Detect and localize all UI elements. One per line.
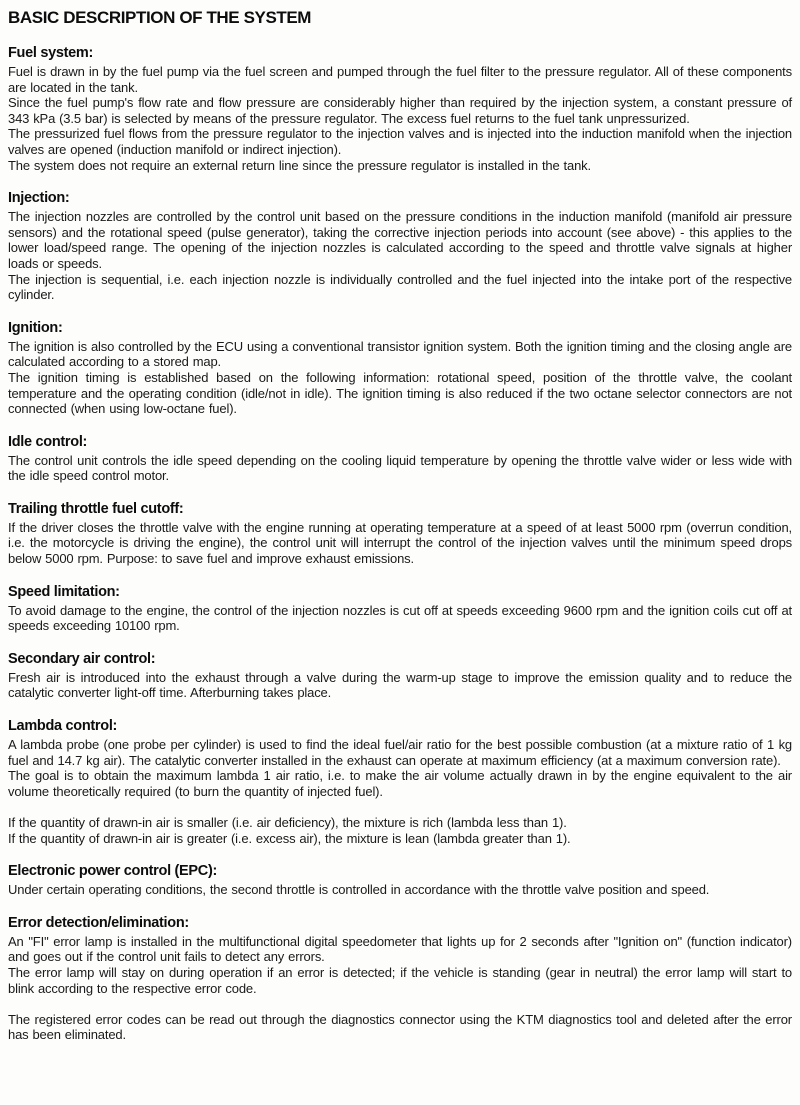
paragraph: The injection nozzles are controlled by the control unit based on the pressure conditions in the induction manifold (manifold air pressure sensors) and the rotational speed (pulse generator), taking the corrective injection periods into account (see above) - this applies to the lower load/speed range. The opening of the injection nozzles is calculated according to the speed and throttle valve signals at higher loads or speeds. (8, 209, 792, 271)
section-error-detection-elimination (8, 915, 792, 1043)
section-secondary-air-control (8, 651, 792, 701)
paragraph: The system does not require an external return line since the pressure regulator is installed in the tank. (8, 157, 591, 173)
section-heading: Secondary air control: (8, 650, 156, 667)
section-trailing-throttle-fuel-cutoff (8, 501, 792, 567)
paragraph: The ignition timing is established based on the following information: rotational speed, position of the throttle valve, the coolant temperature and the operating condition (idle/not in idle). The ignition timing is also reduced if the two octane selector connectors are not connected (when using low-octane fuel). (8, 369, 792, 417)
paragraph: To avoid damage to the engine, the control of the injection nozzles is cut off at speeds exceeding 9600 rpm and the ignition coils cut off at speeds exceeding 10100 rpm. (8, 602, 792, 634)
paragraph: If the driver closes the throttle valve with the engine running at operating temperature at a speed of at least 5000 rpm (overrun condition, i.e. the motorcycle is driving the engine), the control unit will interrupt the control of the injection valves until the minimum speed drops below 5000 rpm. Purpose: to save fuel and improve exhaust emissions. (8, 519, 792, 567)
section-heading: Idle control: (8, 433, 88, 450)
paragraph: An "FI" error lamp is installed in the multifunctional digital speedometer that lights up for 2 seconds after "Ignition on" (function indicator) and goes out if the control unit fails to detect any errors. (8, 933, 792, 965)
section-electronic-power-control (8, 863, 792, 898)
paragraph: Since the fuel pump's flow rate and flow pressure are considerably higher than required by the injection system, a constant pressure of 343 kPa (3.5 bar) is selected by means of the pressure regulator. The excess fuel returns to the fuel tank unpressurized. (8, 95, 792, 126)
paragraph: A lambda probe (one probe per cylinder) is used to find the ideal fuel/air ratio for the best possible combustion (at a mixture ratio of 1 kg fuel and 14.7 kg air). The catalytic converter installed in the exhaust can operate at maximum efficiency (at a maximum conversion rate). (8, 737, 792, 768)
sections-container (8, 45, 792, 1043)
section-fuel-system (8, 45, 792, 173)
section-heading: Electronic power control (EPC): (8, 863, 218, 880)
section-heading: Ignition: (8, 319, 63, 336)
paragraph: The injection is sequential, i.e. each injection nozzle is individually controlled and the fuel injected into the intake port of the respective cylinder. (8, 271, 792, 303)
paragraph: The ignition is also controlled by the ECU using a conventional transistor ignition system. Both the ignition timing and the closing angle are calculated according to a stored map. (8, 338, 792, 370)
paragraph: Fresh air is introduced into the exhaust through a valve during the warm-up stage to improve the emission quality and to reduce the catalytic converter light-off time. Afterburning takes place. (8, 669, 792, 701)
section-lambda-control (8, 718, 792, 846)
paragraph: If the quantity of drawn-in air is smaller (i.e. air deficiency), the mixture is rich (lambda less than 1). (8, 815, 567, 830)
section-heading: Trailing throttle fuel cutoff: (8, 500, 184, 517)
section-heading: Lambda control: (8, 718, 118, 735)
paragraph: The error lamp will stay on during operation if an error is detected; if the vehicle is standing (gear in neutral) the error lamp will start to blink according to the respective error code. (8, 964, 792, 996)
section-heading: Fuel system: (8, 45, 94, 61)
paragraph: Under certain operating conditions, the second throttle is controlled in accordance with the throttle valve position and speed. (8, 882, 710, 898)
paragraph: If the quantity of drawn-in air is greater (i.e. excess air), the mixture is lean (lambda greater than 1). (8, 830, 571, 846)
section-idle-control (8, 434, 792, 484)
paragraph: The control unit controls the idle speed depending on the cooling liquid temperature by opening the throttle valve wider or less wide with the idle speed control motor. (8, 452, 792, 484)
paragraph: Fuel is drawn in by the fuel pump via the fuel screen and pumped through the fuel filter to the pressure regulator. All of these components are located in the tank. (8, 64, 792, 95)
section-injection (8, 190, 792, 303)
page-title: BASIC DESCRIPTION OF THE SYSTEM (8, 8, 312, 27)
paragraph: The pressurized fuel flows from the pressure regulator to the injection valves and is injected into the induction manifold when the injection valves are opened (induction manifold or indirect injection). (8, 126, 792, 157)
section-heading: Error detection/elimination: (8, 914, 189, 931)
paragraph: The registered error codes can be read out through the diagnostics connector using the KTM diagnostics tool and deleted after the error has been eliminated. (8, 1011, 792, 1043)
section-heading: Injection: (8, 190, 70, 207)
section-speed-limitation (8, 584, 792, 634)
paragraph: The goal is to obtain the maximum lambda 1 air ratio, i.e. to make the air volume actually drawn in by the engine equivalent to the air volume theoretically required (to burn the quantity of injected fuel). (8, 768, 792, 799)
section-ignition (8, 320, 792, 417)
section-heading: Speed limitation: (8, 583, 120, 600)
